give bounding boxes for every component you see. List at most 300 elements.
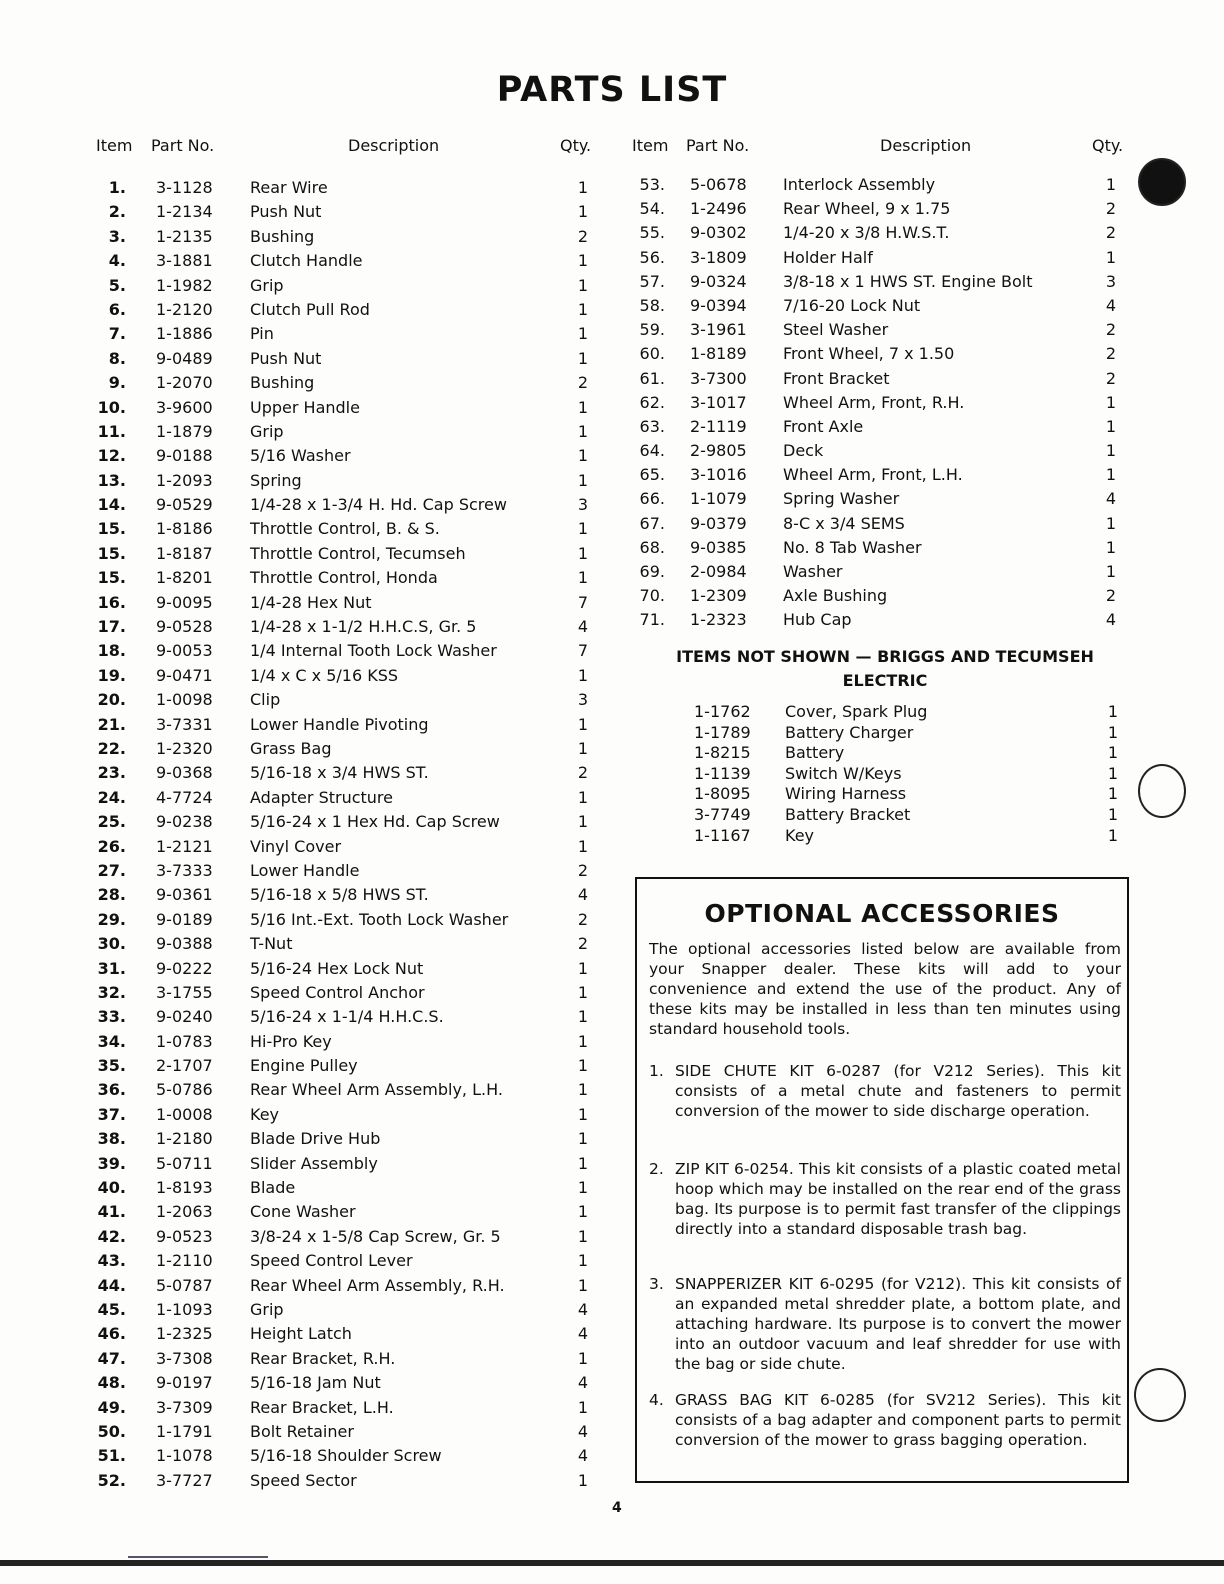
item-number: 56. <box>639 247 665 267</box>
part-description: Lower Handle Pivoting <box>250 714 429 734</box>
part-description: 5/16-24 x 1 Hex Hd. Cap Screw <box>250 812 500 832</box>
item-number: 58. <box>639 295 665 315</box>
part-description: 5/16-18 x 3/4 HWS ST. <box>250 763 429 783</box>
parts-row <box>632 586 1122 610</box>
part-number: 1-2110 <box>156 1251 213 1271</box>
parts-row <box>96 251 596 275</box>
part-number: 9-0489 <box>156 348 213 368</box>
part-number: 9-0240 <box>156 1007 213 1027</box>
part-quantity: 1 <box>577 251 588 271</box>
part-description: Rear Bracket, L.H. <box>250 1397 394 1417</box>
part-number: 9-0388 <box>156 934 213 954</box>
part-description: 5/16 Int.-Ext. Tooth Lock Washer <box>250 909 509 929</box>
part-description: T-Nut <box>250 934 293 954</box>
part-description: 1/4 x C x 5/16 KSS <box>250 665 399 685</box>
part-quantity: 2 <box>577 909 588 929</box>
part-description: Switch W/Keys <box>785 763 902 783</box>
part-number: 1-2120 <box>156 299 213 319</box>
part-number: 1-2309 <box>690 586 747 606</box>
part-quantity: 1 <box>577 1007 588 1027</box>
item-number: 66. <box>639 489 665 509</box>
part-number: 3-7727 <box>156 1470 213 1490</box>
part-quantity: 1 <box>577 421 588 441</box>
part-quantity: 2 <box>577 373 588 393</box>
part-description: Bolt Retainer <box>250 1421 354 1441</box>
part-number: 5-0678 <box>690 175 747 194</box>
part-quantity: 1 <box>577 397 588 417</box>
part-quantity: 1 <box>577 446 588 466</box>
item-number: 1. <box>108 178 126 197</box>
part-number: 9-0222 <box>156 958 213 978</box>
part-number: 9-0528 <box>156 617 213 637</box>
part-number: 3-7308 <box>156 1348 213 1368</box>
part-quantity: 1 <box>577 1348 588 1368</box>
parts-row <box>96 934 596 958</box>
item-number: 26. <box>97 836 126 856</box>
accessory-number: 3. <box>649 1275 664 1293</box>
item-number: 15. <box>97 568 126 588</box>
parts-row <box>632 538 1122 562</box>
part-number: 1-2070 <box>156 373 213 393</box>
part-quantity: 1 <box>577 665 588 685</box>
header-part-left: Part No. <box>151 136 215 155</box>
item-number: 28. <box>97 885 126 905</box>
part-number: 3-7331 <box>156 714 213 734</box>
part-description: Speed Sector <box>250 1470 357 1490</box>
accessory-text: SNAPPERIZER KIT 6-0295 (for V212). This kit consists of an expanded metal shredder plate, a bottom plate, and attaching hardware. Its purpose is to convert the mower into an outdoor vacuum and leaf shredder for use with the bag or side chute. <box>675 1275 1121 1373</box>
not-shown-row <box>632 764 1122 785</box>
part-description: Washer <box>783 562 843 581</box>
part-number: 1-1167 <box>694 825 751 845</box>
item-number: 21. <box>97 714 126 734</box>
part-quantity: 2 <box>1105 344 1116 364</box>
part-quantity: 1 <box>1107 722 1118 742</box>
item-number: 63. <box>639 416 665 436</box>
part-quantity: 1 <box>577 1031 588 1051</box>
item-number: 33. <box>97 1007 126 1027</box>
part-quantity: 1 <box>577 1056 588 1076</box>
item-number: 10. <box>97 397 126 417</box>
part-quantity: 1 <box>1107 784 1118 804</box>
part-quantity: 1 <box>1105 441 1116 461</box>
part-number: 9-0523 <box>156 1226 213 1246</box>
part-number: 1-2134 <box>156 202 213 222</box>
part-description: Throttle Control, Tecumseh <box>250 543 466 563</box>
part-quantity: 1 <box>577 299 588 319</box>
part-quantity: 1 <box>1107 804 1118 824</box>
item-number: 71. <box>639 610 665 630</box>
part-number: 9-0197 <box>156 1373 213 1393</box>
part-description: Grip <box>250 1299 284 1319</box>
item-number: 5. <box>108 275 126 295</box>
part-description: Rear Wheel Arm Assembly, L.H. <box>250 1080 503 1100</box>
part-quantity: 3 <box>1105 271 1116 291</box>
parts-row <box>96 1373 596 1397</box>
accessory-text: ZIP KIT 6-0254. This kit consists of a plastic coated metal hoop which may be installed on the rear end of the grass bag. Its purpose is to permit fast transfer of the clippings directly into a standard disposable trash bag. <box>675 1160 1121 1238</box>
part-quantity: 4 <box>1105 295 1116 315</box>
part-quantity: 4 <box>577 1446 588 1466</box>
item-number: 24. <box>97 787 126 807</box>
part-description: 7/16-20 Lock Nut <box>783 295 921 315</box>
part-description: Slider Assembly <box>250 1153 378 1173</box>
parts-row <box>96 1251 596 1275</box>
part-quantity: 1 <box>577 812 588 832</box>
part-description: Engine Pulley <box>250 1056 358 1076</box>
part-quantity: 1 <box>577 1129 588 1149</box>
item-number: 65. <box>639 465 665 485</box>
part-number: 9-0471 <box>156 665 213 685</box>
part-description: 1/4-20 x 3/8 H.W.S.T. <box>783 223 950 243</box>
item-number: 70. <box>639 586 665 606</box>
item-number: 9. <box>108 373 126 393</box>
part-description: 3/8-18 x 1 HWS ST. Engine Bolt <box>783 271 1033 291</box>
part-description: Battery Bracket <box>785 804 911 824</box>
part-description: Front Bracket <box>783 368 890 388</box>
part-quantity: 1 <box>577 568 588 588</box>
item-number: 4. <box>108 251 126 271</box>
item-number: 62. <box>639 392 665 412</box>
parts-row <box>96 1227 596 1251</box>
part-description: 1/4 Internal Tooth Lock Washer <box>250 641 497 661</box>
part-description: Interlock Assembly <box>783 175 936 194</box>
parts-row <box>632 223 1122 247</box>
part-quantity: 1 <box>577 348 588 368</box>
item-number: 54. <box>639 199 665 219</box>
part-number: 5-0786 <box>156 1080 213 1100</box>
part-number: 1-1789 <box>694 722 751 742</box>
parts-row <box>96 641 596 665</box>
parts-row <box>96 519 596 543</box>
part-description: Spring <box>250 470 302 490</box>
parts-row <box>96 910 596 934</box>
accessory-number: 1. <box>649 1062 664 1080</box>
part-description: 1/4-28 Hex Nut <box>250 592 372 612</box>
part-description: Speed Control Lever <box>250 1251 413 1271</box>
part-quantity: 1 <box>577 1104 588 1124</box>
accessory-item <box>649 1274 1121 1374</box>
part-quantity: 1 <box>577 714 588 734</box>
part-description: Blade <box>250 1178 296 1198</box>
part-number: 3-7749 <box>694 804 751 824</box>
item-number: 27. <box>97 860 126 880</box>
part-quantity: 1 <box>577 1226 588 1246</box>
item-number: 67. <box>639 513 665 533</box>
parts-row <box>96 1080 596 1104</box>
part-number: 9-0394 <box>690 295 747 315</box>
part-quantity: 1 <box>1107 702 1118 721</box>
parts-row <box>96 1349 596 1373</box>
part-number: 3-1809 <box>690 247 747 267</box>
not-shown-table <box>632 702 1122 846</box>
parts-row <box>96 1422 596 1446</box>
header-desc-left: Description <box>348 136 440 155</box>
part-quantity: 1 <box>577 1470 588 1490</box>
part-quantity: 1 <box>577 1275 588 1295</box>
part-quantity: 1 <box>1107 743 1118 763</box>
item-number: 17. <box>97 617 126 637</box>
part-description: Lower Handle <box>250 860 360 880</box>
binder-hole-mark <box>1134 1368 1186 1422</box>
part-number: 1-8187 <box>156 543 213 563</box>
part-number: 1-2320 <box>156 738 213 758</box>
parts-row <box>96 1178 596 1202</box>
item-number: 50. <box>97 1421 126 1441</box>
parts-row <box>96 1105 596 1129</box>
item-number: 31. <box>97 958 126 978</box>
parts-row <box>96 1154 596 1178</box>
part-description: Throttle Control, B. & S. <box>250 519 440 539</box>
part-number: 5-0711 <box>156 1153 213 1173</box>
parts-row <box>96 666 596 690</box>
part-number: 9-0361 <box>156 885 213 905</box>
part-number: 1-8095 <box>694 784 751 804</box>
part-quantity: 4 <box>577 1421 588 1441</box>
not-shown-row <box>632 743 1122 764</box>
part-number: 3-1016 <box>690 465 747 485</box>
parts-row <box>96 544 596 568</box>
part-number: 9-0095 <box>156 592 213 612</box>
part-number: 1-1139 <box>694 763 751 783</box>
part-description: Steel Washer <box>783 320 889 340</box>
parts-row <box>96 983 596 1007</box>
part-number: 3-1017 <box>690 392 747 412</box>
accessory-text: SIDE CHUTE KIT 6-0287 (for V212 Series). This kit consists of a metal chute and fasteners to permit conversion of the mower to side discharge operation. <box>675 1062 1121 1120</box>
parts-row <box>96 739 596 763</box>
item-number: 42. <box>97 1226 126 1246</box>
part-description: 8-C x 3/4 SEMS <box>783 513 905 533</box>
not-shown-heading-line2: ELECTRIC <box>842 671 928 690</box>
part-quantity: 1 <box>577 1251 588 1271</box>
item-number: 14. <box>97 495 126 515</box>
parts-row <box>96 324 596 348</box>
parts-row <box>96 568 596 592</box>
part-description: 3/8-24 x 1-5/8 Cap Screw, Gr. 5 <box>250 1226 501 1246</box>
part-description: Rear Wire <box>250 178 328 197</box>
item-number: 48. <box>97 1373 126 1393</box>
parts-row <box>96 398 596 422</box>
item-number: 2. <box>108 202 126 222</box>
accessories-title: OPTIONAL ACCESSORIES <box>704 899 1060 928</box>
part-quantity: 1 <box>577 836 588 856</box>
part-quantity: 1 <box>577 275 588 295</box>
parts-row <box>96 300 596 324</box>
not-shown-heading-line1: ITEMS NOT SHOWN — BRIGGS AND TECUMSEH <box>676 647 1094 666</box>
item-number: 51. <box>97 1446 126 1466</box>
part-description: 1/4-28 x 1-3/4 H. Hd. Cap Screw <box>250 495 507 515</box>
parts-row <box>632 344 1122 368</box>
header-part-right: Part No. <box>686 136 750 155</box>
part-quantity: 2 <box>577 226 588 246</box>
parts-row <box>96 1056 596 1080</box>
item-number: 18. <box>97 641 126 661</box>
part-quantity: 4 <box>1105 610 1116 630</box>
parts-row <box>96 471 596 495</box>
item-number: 60. <box>639 344 665 364</box>
part-description: 5/16-24 x 1-1/4 H.H.C.S. <box>250 1007 444 1027</box>
part-number: 3-7333 <box>156 860 213 880</box>
parts-row <box>96 690 596 714</box>
item-number: 68. <box>639 537 665 557</box>
header-desc-right: Description <box>880 136 972 155</box>
part-number: 1-2323 <box>690 610 747 630</box>
item-number: 19. <box>97 665 126 685</box>
parts-table-right <box>632 175 1122 635</box>
part-quantity: 1 <box>1107 763 1118 783</box>
parts-row <box>632 296 1122 320</box>
header-item-right: Item <box>632 136 669 155</box>
part-description: 5/16 Washer <box>250 446 351 466</box>
part-number: 1-2063 <box>156 1202 213 1222</box>
part-number: 3-1128 <box>156 178 213 197</box>
part-description: Clutch Pull Rod <box>250 299 370 319</box>
part-number: 1-1078 <box>156 1446 213 1466</box>
item-number: 55. <box>639 223 665 243</box>
part-number: 9-0324 <box>690 271 747 291</box>
header-qty-right: Qty. <box>1092 136 1124 155</box>
not-shown-row <box>632 784 1122 805</box>
part-quantity: 1 <box>577 787 588 807</box>
part-quantity: 4 <box>577 1299 588 1319</box>
item-number: 41. <box>97 1202 126 1222</box>
item-number: 52. <box>97 1470 126 1490</box>
part-number: 1-1791 <box>156 1421 213 1441</box>
parts-row <box>96 715 596 739</box>
scan-edge-bar <box>0 1560 1224 1566</box>
parts-row <box>96 1276 596 1300</box>
parts-row <box>96 1007 596 1031</box>
item-number: 36. <box>97 1080 126 1100</box>
part-quantity: 1 <box>577 202 588 222</box>
part-quantity: 1 <box>1105 562 1116 581</box>
part-number: 9-0385 <box>690 537 747 557</box>
page-title: PARTS LIST <box>496 70 728 110</box>
optional-accessories-box <box>635 877 1129 1483</box>
part-description: Wiring Harness <box>785 784 907 804</box>
part-quantity: 4 <box>577 617 588 637</box>
part-number: 1-0008 <box>156 1104 213 1124</box>
part-number: 1-8215 <box>694 743 751 763</box>
accessory-item <box>649 1061 1121 1121</box>
part-number: 3-1881 <box>156 251 213 271</box>
parts-row <box>632 393 1122 417</box>
part-number: 1-1079 <box>690 489 747 509</box>
parts-row <box>96 1202 596 1226</box>
item-number: 43. <box>97 1251 126 1271</box>
part-quantity: 1 <box>1105 416 1116 436</box>
part-number: 1-1982 <box>156 275 213 295</box>
part-quantity: 2 <box>1105 320 1116 340</box>
item-number: 53. <box>639 175 665 194</box>
part-number: 1-1093 <box>156 1299 213 1319</box>
item-number: 64. <box>639 441 665 461</box>
accessory-number: 4. <box>649 1391 664 1409</box>
accessory-item <box>649 1159 1121 1239</box>
part-number: 1-8193 <box>156 1178 213 1198</box>
accessory-text: GRASS BAG KIT 6-0285 (for SV212 Series). This kit consists of a bag adapter and component parts to permit conversion of the mower to grass bagging operation. <box>675 1391 1121 1449</box>
part-number: 1-8186 <box>156 519 213 539</box>
item-number: 29. <box>97 909 126 929</box>
part-description: Bushing <box>250 226 315 246</box>
part-number: 3-1755 <box>156 982 213 1002</box>
scan-edge-line <box>128 1556 268 1558</box>
parts-row <box>632 369 1122 393</box>
part-quantity: 3 <box>577 495 588 515</box>
part-quantity: 1 <box>577 543 588 563</box>
part-quantity: 1 <box>577 1397 588 1417</box>
parts-row <box>96 837 596 861</box>
item-number: 12. <box>97 446 126 466</box>
accessory-item <box>649 1390 1121 1450</box>
part-description: Axle Bushing <box>783 586 888 606</box>
part-quantity: 1 <box>1105 537 1116 557</box>
part-description: Push Nut <box>250 348 322 368</box>
parts-row <box>632 489 1122 513</box>
part-description: Clip <box>250 690 281 710</box>
parts-row <box>96 959 596 983</box>
part-description: 5/16-18 x 5/8 HWS ST. <box>250 885 429 905</box>
part-description: Deck <box>783 441 824 461</box>
part-description: Spring Washer <box>783 489 900 509</box>
parts-row <box>96 861 596 885</box>
parts-row <box>96 227 596 251</box>
parts-row <box>96 422 596 446</box>
part-description: Wheel Arm, Front, R.H. <box>783 392 965 412</box>
part-description: Front Wheel, 7 x 1.50 <box>783 344 955 364</box>
item-number: 30. <box>97 934 126 954</box>
parts-row <box>632 417 1122 441</box>
part-quantity: 1 <box>577 470 588 490</box>
part-description: Blade Drive Hub <box>250 1129 381 1149</box>
part-description: Battery <box>785 743 845 763</box>
item-number: 6. <box>108 299 126 319</box>
part-number: 1-8201 <box>156 568 213 588</box>
part-quantity: 1 <box>577 178 588 197</box>
part-number: 1-1886 <box>156 324 213 344</box>
parts-row <box>96 1032 596 1056</box>
item-number: 49. <box>97 1397 126 1417</box>
item-number: 15. <box>97 519 126 539</box>
part-number: 2-1707 <box>156 1056 213 1076</box>
item-number: 40. <box>97 1178 126 1198</box>
part-quantity: 4 <box>577 1324 588 1344</box>
accessory-number: 2. <box>649 1160 664 1178</box>
page-number: 4 <box>612 1500 622 1516</box>
part-quantity: 2 <box>577 763 588 783</box>
item-number: 7. <box>108 324 126 344</box>
parts-row <box>96 373 596 397</box>
item-number: 59. <box>639 320 665 340</box>
part-quantity: 3 <box>577 690 588 710</box>
part-description: 1/4-28 x 1-1/2 H.H.C.S, Gr. 5 <box>250 617 477 637</box>
part-quantity: 7 <box>577 592 588 612</box>
part-description: Pin <box>250 324 274 344</box>
part-description: Upper Handle <box>250 397 360 417</box>
part-quantity: 1 <box>577 519 588 539</box>
parts-row <box>632 175 1122 199</box>
part-quantity: 1 <box>577 958 588 978</box>
part-description: Clutch Handle <box>250 251 363 271</box>
part-number: 2-1119 <box>690 416 747 436</box>
part-number: 9-0368 <box>156 763 213 783</box>
parts-row <box>96 495 596 519</box>
part-quantity: 1 <box>577 982 588 1002</box>
part-quantity: 2 <box>1105 368 1116 388</box>
part-description: Key <box>785 825 815 845</box>
part-description: Grass Bag <box>250 738 332 758</box>
part-number: 1-2496 <box>690 199 747 219</box>
part-quantity: 2 <box>1105 223 1116 243</box>
item-number: 3. <box>108 226 126 246</box>
